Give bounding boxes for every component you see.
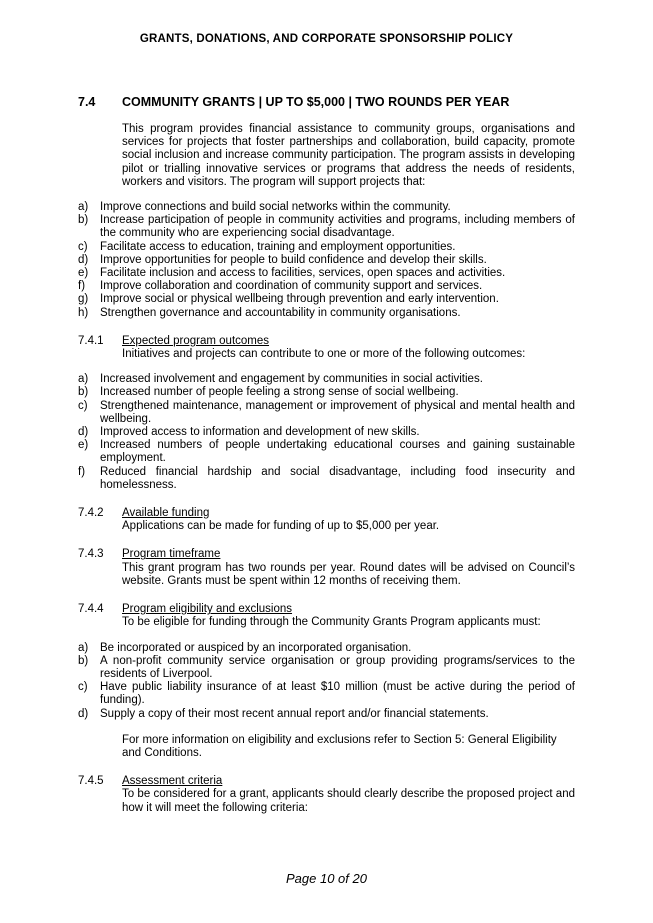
list-item: e) Facilitate inclusion and access to facilities, services, open spaces and activities. — [78, 267, 506, 280]
subsection-number: 7.4.1 — [78, 334, 104, 347]
subsection-7-4-2 — [78, 507, 575, 533]
list-item: e) Increased numbers of people undertaking educational courses and gaining sustainable employment. — [78, 439, 575, 465]
section-intro: This program provides financial assistance to community groups, organisations and services for projects that foster partnerships and collaboration, build capacity, promote social inclusion and increase community participation. The program assists in developing pilot or trialling innovative services or programs that address the needs of residents, workers and visitors. The program will support projects that: — [122, 123, 575, 188]
subsection-number: 7.4.5 — [78, 775, 104, 788]
list-item: h) Strengthen governance and accountability in community organisations. — [78, 306, 461, 319]
subsection-number: 7.4.4 — [78, 603, 104, 616]
subsection-number: 7.4.2 — [78, 507, 104, 520]
list-item: f) Reduced financial hardship and social disadvantage, including food insecurity and homelessness. — [78, 465, 575, 491]
subsection-number: 7.4.3 — [78, 548, 104, 561]
support-list — [78, 201, 575, 320]
subsection-7-4-4 — [78, 603, 575, 629]
list-item: b) Increase participation of people in community activities and programs, including members of the community who are experiencing social disadvantage. — [78, 214, 575, 240]
list-item: a) Be incorporated or auspiced by an incorporated organisation. — [78, 641, 412, 654]
list-item: d) Improve opportunities for people to build confidence and develop their skills. — [78, 253, 487, 266]
page-body — [78, 123, 575, 815]
list-item: c) Strengthened maintenance, management or improvement of physical and mental health and wellbeing. — [78, 399, 575, 425]
document-header: GRANTS, DONATIONS, AND CORPORATE SPONSORSHIP POLICY — [139, 33, 514, 45]
subsection-heading: Program eligibility and exclusions — [122, 603, 293, 616]
list-item: b) A non-profit community service organisation or group providing programs/services to the residents of Liverpool. — [78, 654, 575, 680]
list-item: a) Improve connections and build social networks within the community. — [78, 201, 451, 214]
subsection-text: To be considered for a grant, applicants should clearly describe the proposed project and how it will meet the following criteria: — [122, 788, 575, 814]
list-item: f) Improve collaboration and coordination of community support and services. — [78, 280, 483, 293]
subsection-heading: Program timeframe — [122, 548, 221, 561]
subsection-text: To be eligible for funding through the Community Grants Program applicants must: — [122, 616, 541, 629]
list-item: d) Improved access to information and development of new skills. — [78, 426, 420, 439]
subsection-heading: Assessment criteria — [122, 775, 223, 788]
subsection-7-4-1 — [78, 335, 575, 361]
subsection-heading: Expected program outcomes — [122, 334, 270, 347]
subsection-text: This grant program has two rounds per year. Round dates will be advised on Council’s website. Grants must be spent within 12 months of receiving them. — [122, 561, 575, 587]
list-item: d) Supply a copy of their most recent annual report and/or financial statements. — [78, 707, 489, 720]
section-heading: COMMUNITY GRANTS | UP TO $5,000 | TWO ROUNDS PER YEAR — [122, 95, 510, 109]
list-item: a) Increased involvement and engagement by communities in social activities. — [78, 373, 483, 386]
eligibility-list — [78, 642, 575, 721]
list-item: b) Increased number of people feeling a strong sense of social wellbeing. — [78, 386, 459, 399]
page-number: Page 10 of 20 — [286, 871, 367, 886]
subsection-text: Initiatives and projects can contribute to one or more of the following outcomes: — [122, 348, 526, 361]
outcomes-list — [78, 373, 575, 492]
subsection-text: Applications can be made for funding of up to $5,000 per year. — [122, 520, 440, 533]
list-item: c) Facilitate access to education, training and employment opportunities. — [78, 240, 456, 253]
subsection-7-4-5 — [78, 775, 575, 815]
subsection-7-4-3 — [78, 548, 575, 588]
subsection-heading: Available funding — [122, 507, 210, 520]
eligibility-note: For more information on eligibility and exclusions refer to Section 5: General Eligibility and Conditions. — [122, 733, 557, 759]
list-item: c) Have public liability insurance of at least $10 million (must be active during the period of funding). — [78, 681, 575, 707]
section-number: 7.4 — [78, 95, 96, 109]
list-item: g) Improve social or physical wellbeing through prevention and early intervention. — [78, 293, 499, 306]
